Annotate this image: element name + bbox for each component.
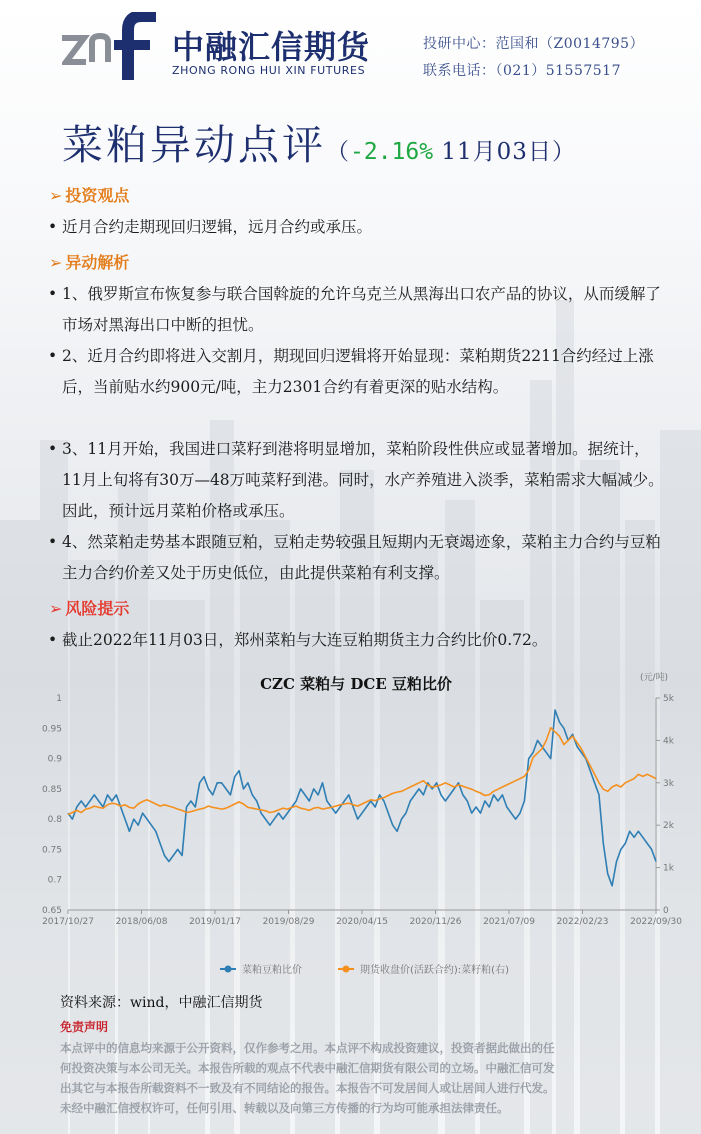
x-tick-label: 2019/08/29 <box>262 917 315 927</box>
x-tick-label: 2022/02/23 <box>556 917 609 927</box>
y-right-tick-label: 1k <box>663 863 674 874</box>
y-right-tick-label: 2k <box>663 821 674 832</box>
y-left-tick-label: 0.65 <box>41 906 62 916</box>
y-left-tick-label: 0.95 <box>41 724 62 735</box>
y-left-tick-label: 0.8 <box>47 815 62 826</box>
logo-english-name: ZHONG RONG HUI XIN FUTURES <box>172 64 366 77</box>
list-item: • 3、11月开始，我国进口菜籽到港将明显增加，菜粕阶段性供应或显著增加。据统计，11月上旬将有30万—48万吨菜籽到港。同时，水产养殖进入淡季，菜粕需求大幅减少。因此，预计远月菜粕价格或承压。 <box>48 434 668 527</box>
bullet-icon: • <box>48 347 58 365</box>
arrow-icon: ➢ <box>49 186 63 205</box>
legend-label: 菜粕豆粕比价 <box>242 965 302 976</box>
y-left-tick-label: 0.7 <box>47 875 62 886</box>
list-item: • 4、然菜粕走势基本跟随豆粕，豆粕走势较强且短期内无衰竭迹象，菜粕主力合约与豆粕主力合约价差又处于历史低位，由此提供菜粕有利支撑。 <box>48 527 668 589</box>
title-change-percent: -2.16% <box>350 139 434 165</box>
y-right-tick-label: 0 <box>663 906 669 916</box>
y-left-tick-label: 0.9 <box>47 754 62 765</box>
logo-chinese-name: 中融汇信期货 <box>172 28 371 66</box>
section-heading-view: ➢ 投资观点 <box>49 186 130 205</box>
y-right-tick-label: 3k <box>663 778 674 789</box>
x-tick-label: 2019/01/17 <box>189 917 241 927</box>
x-tick-label: 2022/09/30 <box>630 917 682 927</box>
arrow-icon: ➢ <box>49 253 63 272</box>
bullet-icon: • <box>48 440 58 458</box>
chart-title: CZC 菜粕与 DCE 豆粕比价 <box>260 675 452 693</box>
chart-right-unit: (元/吨) <box>640 673 669 683</box>
disclaimer-line: 出其它与本报告所载资料不一致及有不同结论的报告。本报告不可发居间人或让居间人进行代发。 <box>60 1081 555 1095</box>
series-line-ratio <box>68 710 656 886</box>
disclaimer-title: 免责声明 <box>60 1020 109 1034</box>
x-tick-label: 2017/10/27 <box>42 917 94 927</box>
y-left-tick-label: 1 <box>56 694 62 704</box>
disclaimer-line: 本点评中的信息均来源于公开资料，仅作参考之用。本点评不构成投资建议，投资者据此做出的任 <box>60 1041 555 1055</box>
report-title <box>62 112 576 169</box>
legend-marker <box>225 966 232 973</box>
title-date: 11月03日） <box>433 139 576 165</box>
list-item: • 2、近月合约即将进入交割月，期现回归逻辑将开始显现：菜粕期货2211合约经过上涨后，当前贴水约900元/吨，主力2301合约有着更深的贴水结构。 <box>48 341 668 403</box>
series-line-rapeseed-meal-price <box>68 728 656 815</box>
price-ratio-chart <box>40 668 692 990</box>
bullet-icon: • <box>48 285 58 303</box>
x-tick-label: 2021/07/09 <box>483 917 535 927</box>
chart-svg <box>40 668 692 990</box>
y-right-tick-label: 5k <box>663 694 674 704</box>
title-main: 菜粕异动点评 <box>62 121 326 169</box>
list-item: • 1、俄罗斯宣布恢复参与联合国斡旋的允许乌克兰从黑海出口农产品的协议，从而缓解了市场对黑海出口中断的担忧。 <box>48 279 668 341</box>
x-tick-label: 2020/11/26 <box>409 917 462 927</box>
contact-phone: 联系电话：（021）51557517 <box>423 63 621 79</box>
bullet-icon: • <box>48 218 58 236</box>
y-right-tick-label: 4k <box>663 736 674 747</box>
contact-research-center: 投研中心：范国和（Z0014795） <box>423 36 645 52</box>
legend-marker <box>343 966 350 973</box>
disclaimer-text <box>60 1038 660 1118</box>
title-paren: （ <box>326 139 350 165</box>
x-tick-label: 2020/04/15 <box>336 917 388 927</box>
list-item: • 近月合约走期现回归逻辑，远月合约或承压。 <box>48 212 668 243</box>
data-source: 资料来源：wind，中融汇信期货 <box>60 995 263 1011</box>
y-left-tick-label: 0.85 <box>41 784 62 795</box>
bullet-icon: • <box>48 533 58 551</box>
x-tick-label: 2018/06/08 <box>115 917 168 927</box>
legend-label: 期货收盘价(活跃合约):菜籽粕(右) <box>360 965 509 976</box>
section-heading-analysis: ➢ 异动解析 <box>49 253 130 272</box>
arrow-icon: ➢ <box>49 599 63 618</box>
disclaimer-line: 何投资决策与本公司无关。本报告所载的观点不代表中融汇信期货有限公司的立场。中融汇信可发 <box>60 1061 555 1075</box>
company-logo-icon <box>62 12 157 80</box>
section-heading-risk: ➢ 风险提示 <box>49 599 130 618</box>
y-left-tick-label: 0.75 <box>41 845 62 856</box>
list-item: • 截止2022年11月03日，郑州菜粕与大连豆粕期货主力合约比价0.72。 <box>48 625 668 656</box>
disclaimer-line: 未经中融汇信授权许可，任何引用、转载以及向第三方传播的行为均可能承担法律责任。 <box>60 1101 509 1115</box>
bullet-icon: • <box>48 631 58 649</box>
